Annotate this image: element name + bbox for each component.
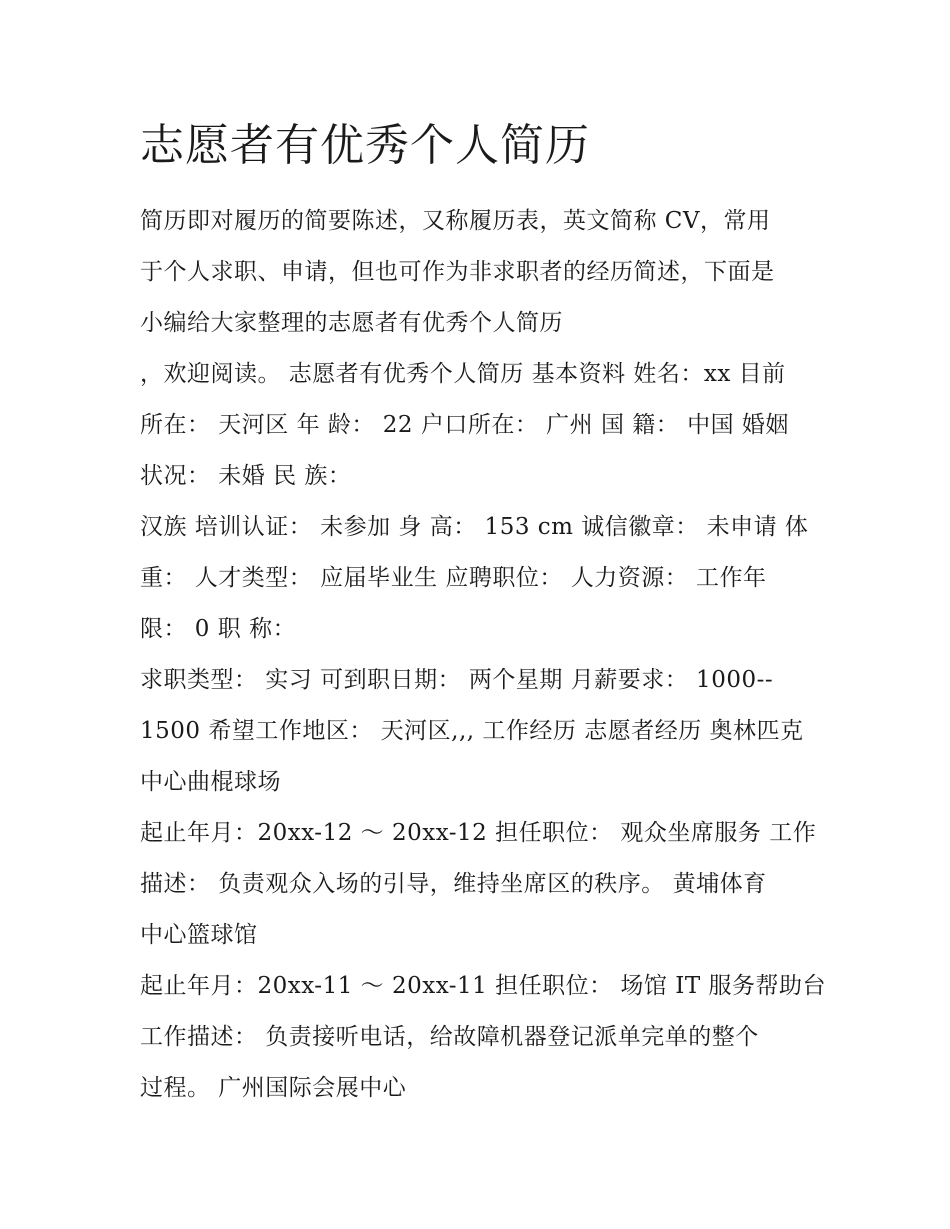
body-line: 工作描述： 负责接听电话，给故障机器登记派单完单的整个	[140, 1024, 759, 1050]
body-line: 起止年月：20xx-12 ～ 20xx-12 担任职位： 观众坐席服务 工作	[140, 820, 817, 846]
body-line: 过程。 广州国际会展中心	[140, 1075, 407, 1101]
body-line: 求职类型： 实习 可到职日期： 两个星期 月薪要求： 1000--	[140, 667, 774, 693]
body-line: 描述： 负责观众入场的引导，维持坐席区的秩序。 黄埔体育	[140, 871, 767, 897]
body-line: 限： 0 职 称：	[140, 616, 297, 642]
body-line: 状况： 未婚 民 族：	[140, 463, 352, 489]
body-line: ，欢迎阅读。 志愿者有优秀个人简历 基本资料 姓名：xx 目前	[140, 361, 786, 387]
body-line: 汉族 培训认证： 未参加 身 高： 153 cm 诚信徽章： 未申请 体	[140, 514, 809, 540]
body-line: 重： 人才类型： 应届毕业生 应聘职位： 人力资源： 工作年	[140, 565, 767, 591]
body-line: 所在： 天河区 年 龄： 22 户口所在： 广州 国 籍： 中国 婚姻	[140, 412, 789, 438]
page-title: 志愿者有优秀个人简历	[140, 120, 590, 171]
body-line: 小编给大家整理的志愿者有优秀个人简历	[140, 310, 563, 336]
body-line: 起止年月：20xx-11 ～ 20xx-11 担任职位： 场馆 IT 服务帮助台	[140, 973, 826, 999]
body-line: 中心篮球馆	[140, 922, 258, 948]
body-line: 中心曲棍球场	[140, 769, 281, 795]
body-line: 简历即对履历的简要陈述，又称履历表，英文简称 CV，常用	[140, 208, 771, 234]
body-line: 1500 希望工作地区： 天河区,,, 工作经历 志愿者经历 奥林匹克	[140, 718, 804, 744]
body-line: 于个人求职、申请，但也可作为非求职者的经历简述，下面是	[140, 259, 775, 285]
